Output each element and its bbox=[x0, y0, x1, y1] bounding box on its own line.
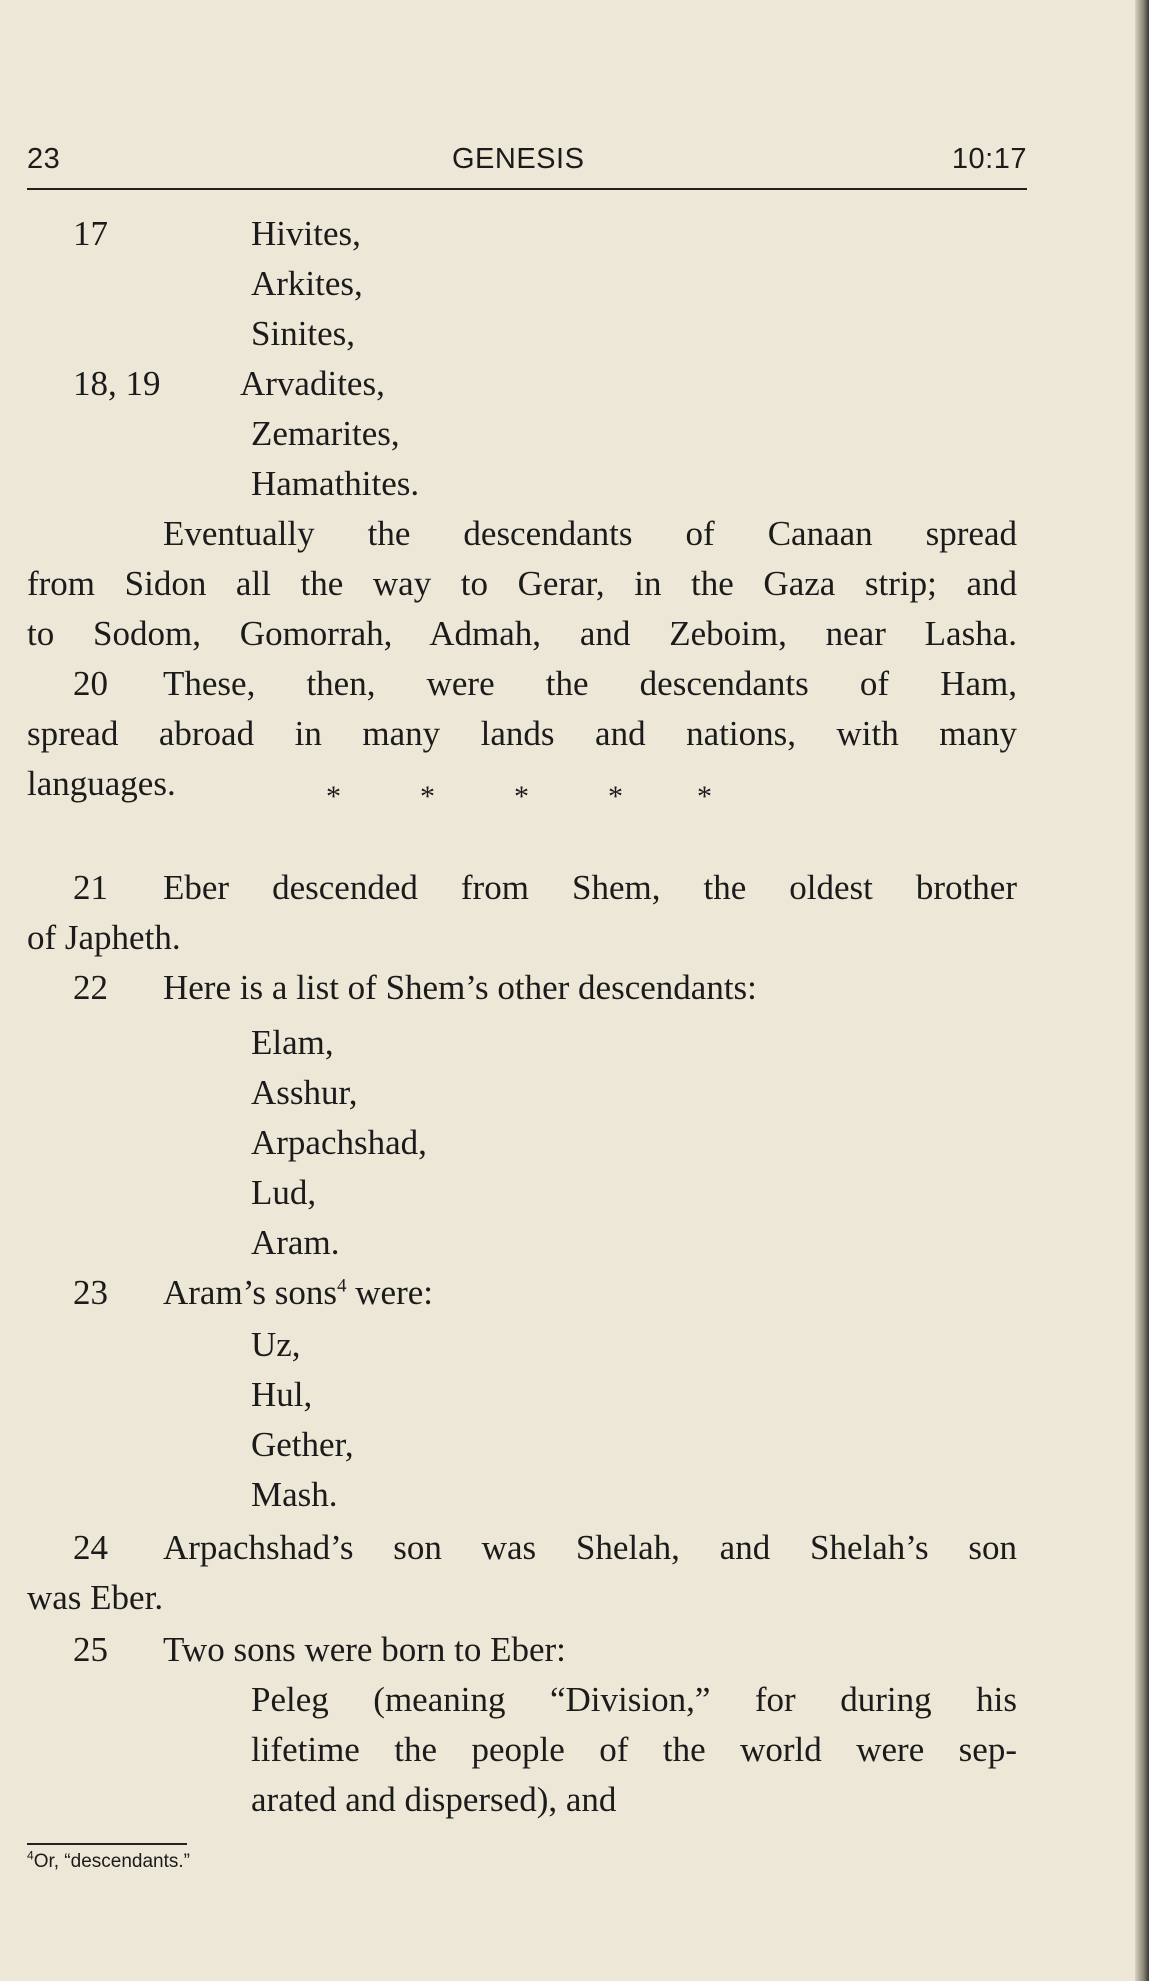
list-item: Lud, bbox=[251, 1173, 317, 1212]
paragraph-line: Here is a list of Shem’s other descendants: bbox=[163, 968, 757, 1007]
page-number: 23 bbox=[27, 143, 61, 175]
paragraph-line: Peleg (meaning “Division,” for during his bbox=[251, 1680, 1017, 1719]
list-item: Hul, bbox=[251, 1375, 313, 1414]
list-item: Elam, bbox=[251, 1023, 334, 1062]
paragraph-line: lifetime the people of the world were sep- bbox=[251, 1730, 1017, 1769]
list-item: Arvadites, bbox=[240, 364, 385, 403]
asterisk: * bbox=[420, 780, 435, 813]
paragraph-line bbox=[163, 1268, 433, 1318]
asterisk: * bbox=[514, 780, 529, 813]
verse-number: 20 bbox=[73, 664, 108, 703]
page-edge-shadow bbox=[1135, 0, 1149, 1981]
verse-number: 21 bbox=[73, 868, 108, 907]
verse-number: 22 bbox=[73, 968, 108, 1007]
footnote-text: Or, “descendants.” bbox=[33, 1851, 190, 1872]
list-item: Gether, bbox=[251, 1425, 354, 1464]
footnote-rule bbox=[27, 1843, 187, 1845]
list-item: Hivites, bbox=[251, 214, 361, 253]
list-item: Zemarites, bbox=[251, 414, 400, 453]
asterisk: * bbox=[608, 780, 623, 813]
running-header bbox=[27, 143, 1027, 187]
paragraph-line: languages. bbox=[27, 764, 176, 803]
chapter-verse-reference: 10:17 bbox=[951, 143, 1027, 175]
verse-number: 24 bbox=[73, 1528, 108, 1567]
verse-number: 17 bbox=[73, 214, 108, 253]
list-item: Sinites, bbox=[251, 314, 356, 353]
paragraph-line: arated and dispersed), and bbox=[251, 1780, 617, 1819]
verse-number: 18, 19 bbox=[73, 364, 161, 403]
paragraph-line: Two sons were born to Eber: bbox=[163, 1630, 566, 1669]
paragraph-line: from Sidon all the way to Gerar, in the Gaza strip; and bbox=[27, 564, 1017, 603]
footnote bbox=[27, 1848, 190, 1876]
asterisk: * bbox=[697, 780, 712, 813]
list-item: Arkites, bbox=[251, 264, 363, 303]
verse-number: 23 bbox=[73, 1273, 108, 1312]
paragraph-line: Eber descended from Shem, the oldest brother bbox=[163, 868, 1017, 907]
paragraph-line: to Sodom, Gomorrah, Admah, and Zeboim, near Lasha. bbox=[27, 614, 1017, 653]
footnote-mark: 4 bbox=[27, 1848, 34, 1863]
verse-text: were: bbox=[346, 1273, 434, 1312]
asterisk: * bbox=[326, 780, 341, 813]
list-item: Asshur, bbox=[251, 1073, 358, 1112]
list-item: Hamathites. bbox=[251, 464, 420, 503]
paragraph-line: spread abroad in many lands and nations, with many bbox=[27, 714, 1017, 753]
list-item: Mash. bbox=[251, 1475, 338, 1514]
paragraph-line: Arpachshad’s son was Shelah, and Shelah’s son bbox=[163, 1528, 1017, 1567]
verse-text: Aram’s sons bbox=[163, 1273, 338, 1312]
list-item: Uz, bbox=[251, 1325, 301, 1364]
paragraph-line: of Japheth. bbox=[27, 918, 181, 957]
verse-number: 25 bbox=[73, 1630, 108, 1669]
header-rule bbox=[27, 188, 1027, 190]
list-item: Arpachshad, bbox=[251, 1123, 427, 1162]
paragraph-line: These, then, were the descendants of Ham, bbox=[163, 664, 1017, 703]
paragraph-line: Eventually the descendants of Canaan spread bbox=[163, 514, 1017, 553]
book-title: GENESIS bbox=[452, 143, 585, 175]
list-item: Aram. bbox=[251, 1223, 340, 1262]
footnote-reference[interactable]: 4 bbox=[337, 1275, 347, 1297]
paragraph-line: was Eber. bbox=[27, 1578, 164, 1617]
